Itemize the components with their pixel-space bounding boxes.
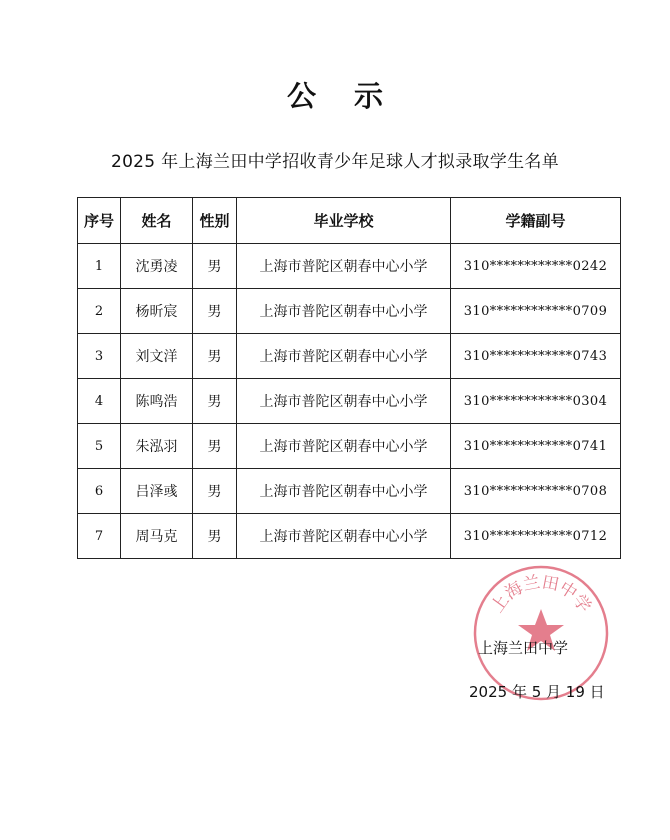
- cell-student-id: 310************0304: [451, 379, 621, 424]
- notice-heading: 公 示: [286, 79, 398, 113]
- cell-gender: 男: [193, 334, 237, 379]
- header-name: 姓名: [121, 198, 193, 244]
- cell-school: 上海市普陀区朝春中心小学: [237, 289, 451, 334]
- header-gender: 性别: [193, 198, 237, 244]
- cell-student-id: 310************0712: [451, 514, 621, 559]
- cell-student-id: 310************0709: [451, 289, 621, 334]
- cell-serial: 4: [78, 379, 121, 424]
- header-school: 毕业学校: [237, 198, 451, 244]
- cell-name: 吕泽彧: [121, 469, 193, 514]
- cell-gender: 男: [193, 514, 237, 559]
- table-row: [78, 379, 621, 424]
- table-header-row: [78, 198, 621, 244]
- table-row: [78, 424, 621, 469]
- cell-serial: 3: [78, 334, 121, 379]
- cell-serial: 5: [78, 424, 121, 469]
- table-row: [78, 469, 621, 514]
- cell-name: 刘文洋: [121, 334, 193, 379]
- cell-school: 上海市普陀区朝春中心小学: [237, 244, 451, 289]
- cell-serial: 7: [78, 514, 121, 559]
- header-serial: 序号: [78, 198, 121, 244]
- cell-serial: 1: [78, 244, 121, 289]
- issuing-school: 上海兰田中学: [478, 639, 569, 657]
- cell-gender: 男: [193, 244, 237, 289]
- seal-text: 上海兰田中学: [487, 572, 595, 617]
- cell-serial: 6: [78, 469, 121, 514]
- cell-school: 上海市普陀区朝春中心小学: [237, 334, 451, 379]
- table-row: [78, 334, 621, 379]
- cell-student-id: 310************0708: [451, 469, 621, 514]
- cell-gender: 男: [193, 424, 237, 469]
- cell-school: 上海市普陀区朝春中心小学: [237, 469, 451, 514]
- table-row: [78, 514, 621, 559]
- cell-name: 周马克: [121, 514, 193, 559]
- cell-name: 陈鸣浩: [121, 379, 193, 424]
- cell-student-id: 310************0741: [451, 424, 621, 469]
- admission-list-table: [77, 197, 621, 559]
- cell-gender: 男: [193, 289, 237, 334]
- cell-school: 上海市普陀区朝春中心小学: [237, 424, 451, 469]
- cell-gender: 男: [193, 379, 237, 424]
- cell-gender: 男: [193, 469, 237, 514]
- cell-name: 杨昕宸: [121, 289, 193, 334]
- cell-student-id: 310************0242: [451, 244, 621, 289]
- table-row: [78, 244, 621, 289]
- cell-student-id: 310************0743: [451, 334, 621, 379]
- cell-school: 上海市普陀区朝春中心小学: [237, 514, 451, 559]
- table-row: [78, 289, 621, 334]
- cell-school: 上海市普陀区朝春中心小学: [237, 379, 451, 424]
- issue-date: 2025 年 5 月 19 日: [469, 683, 605, 701]
- seal-ink: [475, 567, 607, 699]
- cell-name: 沈勇凌: [121, 244, 193, 289]
- header-student-id: 学籍副号: [451, 198, 621, 244]
- notice-subtitle: 2025 年上海兰田中学招收青少年足球人才拟录取学生名单: [110, 152, 560, 172]
- cell-name: 朱泓羽: [121, 424, 193, 469]
- cell-serial: 2: [78, 289, 121, 334]
